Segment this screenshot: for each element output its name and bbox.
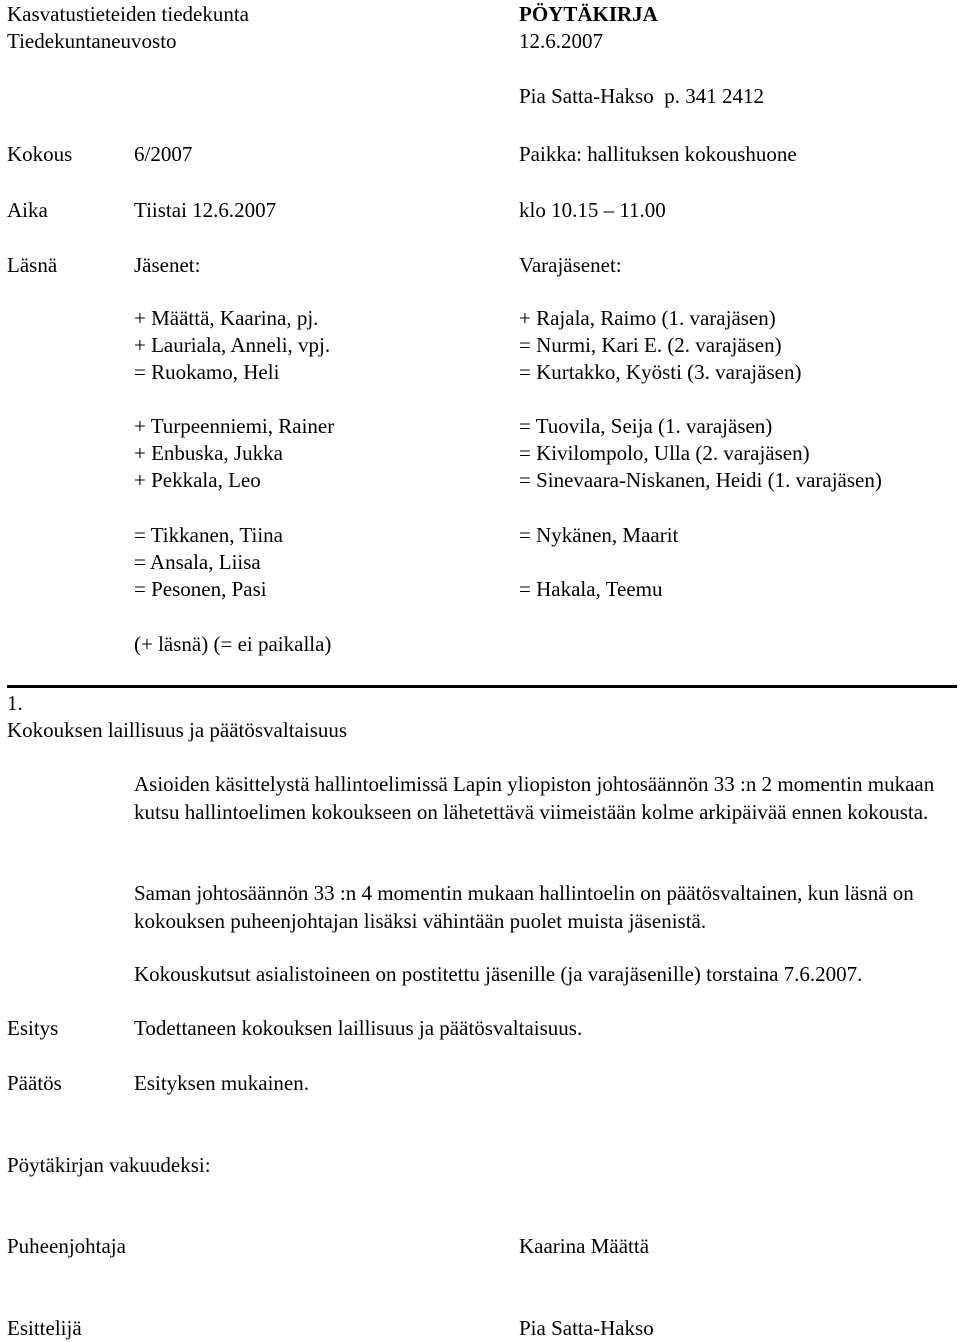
deputy-entry: = Kivilompolo, Ulla (2. varajäsen) [519, 441, 810, 465]
deputy-entry: = Hakala, Teemu [519, 577, 663, 601]
deputy-entry: = Tuovila, Seija (1. varajäsen) [519, 414, 773, 438]
paragraph: Asioiden käsittelystä hallintoelimissä Lapin yliopiston johtosäännön 33 :n 2 momentin mukaan kutsu hallintoelimen kokoukseen on lähetettävä viimeistään kolme arkipäivää ennen kokousta. [134, 772, 935, 824]
proposal-label: Esitys [7, 1016, 59, 1040]
presenter-name: Pia Satta-Hakso [519, 1316, 654, 1340]
contact-person: Pia Satta-Hakso p. 341 2412 [519, 84, 764, 108]
member-entry: = Tikkanen, Tiina [134, 523, 283, 547]
deputy-entry: = Kurtakko, Kyösti (3. varajäsen) [519, 360, 802, 384]
deputies-header: Varajäsenet: [519, 253, 622, 277]
deputy-entry: = Nurmi, Kari E. (2. varajäsen) [519, 333, 782, 357]
member-entry: + Pekkala, Leo [134, 468, 261, 492]
chair-name: Kaarina Määttä [519, 1234, 650, 1258]
presenter-label: Esittelijä [7, 1316, 82, 1340]
member-entry: + Määttä, Kaarina, pj. [134, 306, 319, 330]
signatures-intro: Pöytäkirjan vakuudeksi: [7, 1153, 211, 1177]
meeting-number: 6/2007 [134, 142, 193, 166]
meeting-label: Kokous [7, 142, 73, 166]
member-entry: = Ruokamo, Heli [134, 360, 280, 384]
attendance-legend: (+ läsnä) (= ei paikalla) [134, 632, 332, 656]
section-number: 1. [7, 691, 23, 715]
time-label: Aika [7, 198, 48, 222]
member-entry: + Enbuska, Jukka [134, 441, 283, 465]
proposal-text: Todettaneen kokouksen laillisuus ja päätösvaltaisuus. [134, 1016, 583, 1040]
faculty-name: Kasvatustieteiden tiedekunta [7, 2, 250, 26]
meeting-place: Paikka: hallituksen kokoushuone [519, 142, 797, 166]
member-entry: = Ansala, Liisa [134, 550, 261, 574]
member-entry: + Turpeenniemi, Rainer [134, 414, 335, 438]
deputy-entry: + Rajala, Raimo (1. varajäsen) [519, 306, 776, 330]
member-entry: = Pesonen, Pasi [134, 577, 267, 601]
decision-text: Esityksen mukainen. [134, 1071, 309, 1095]
paragraph: Kokouskutsut asialistoineen on postitettu jäsenille (ja varajäsenille) torstaina 7.6.2007. [134, 962, 863, 986]
chair-label: Puheenjohtaja [7, 1234, 126, 1258]
meeting-date: Tiistai 12.6.2007 [134, 198, 277, 222]
document-type: PÖYTÄKIRJA [519, 2, 658, 26]
present-label: Läsnä [7, 253, 58, 277]
paragraph: Saman johtosäännön 33 :n 4 momentin mukaan hallintoelin on päätösvaltainen, kun läsnä on kokouksen puheenjohtajan lisäksi vähintään puolet muista jäsenistä. [134, 881, 914, 933]
deputy-entry: = Nykänen, Maarit [519, 523, 679, 547]
section-title: Kokouksen laillisuus ja päätösvaltaisuus [7, 718, 348, 742]
member-entry: + Lauriala, Anneli, vpj. [134, 333, 331, 357]
deputy-entry: = Sinevaara-Niskanen, Heidi (1. varajäsen) [519, 468, 882, 492]
document-date: 12.6.2007 [519, 29, 603, 53]
council-name: Tiedekuntaneuvosto [7, 29, 177, 53]
meeting-time: klo 10.15 – 11.00 [519, 198, 666, 222]
section-divider [7, 685, 957, 688]
decision-label: Päätös [7, 1071, 62, 1095]
members-header: Jäsenet: [134, 253, 201, 277]
